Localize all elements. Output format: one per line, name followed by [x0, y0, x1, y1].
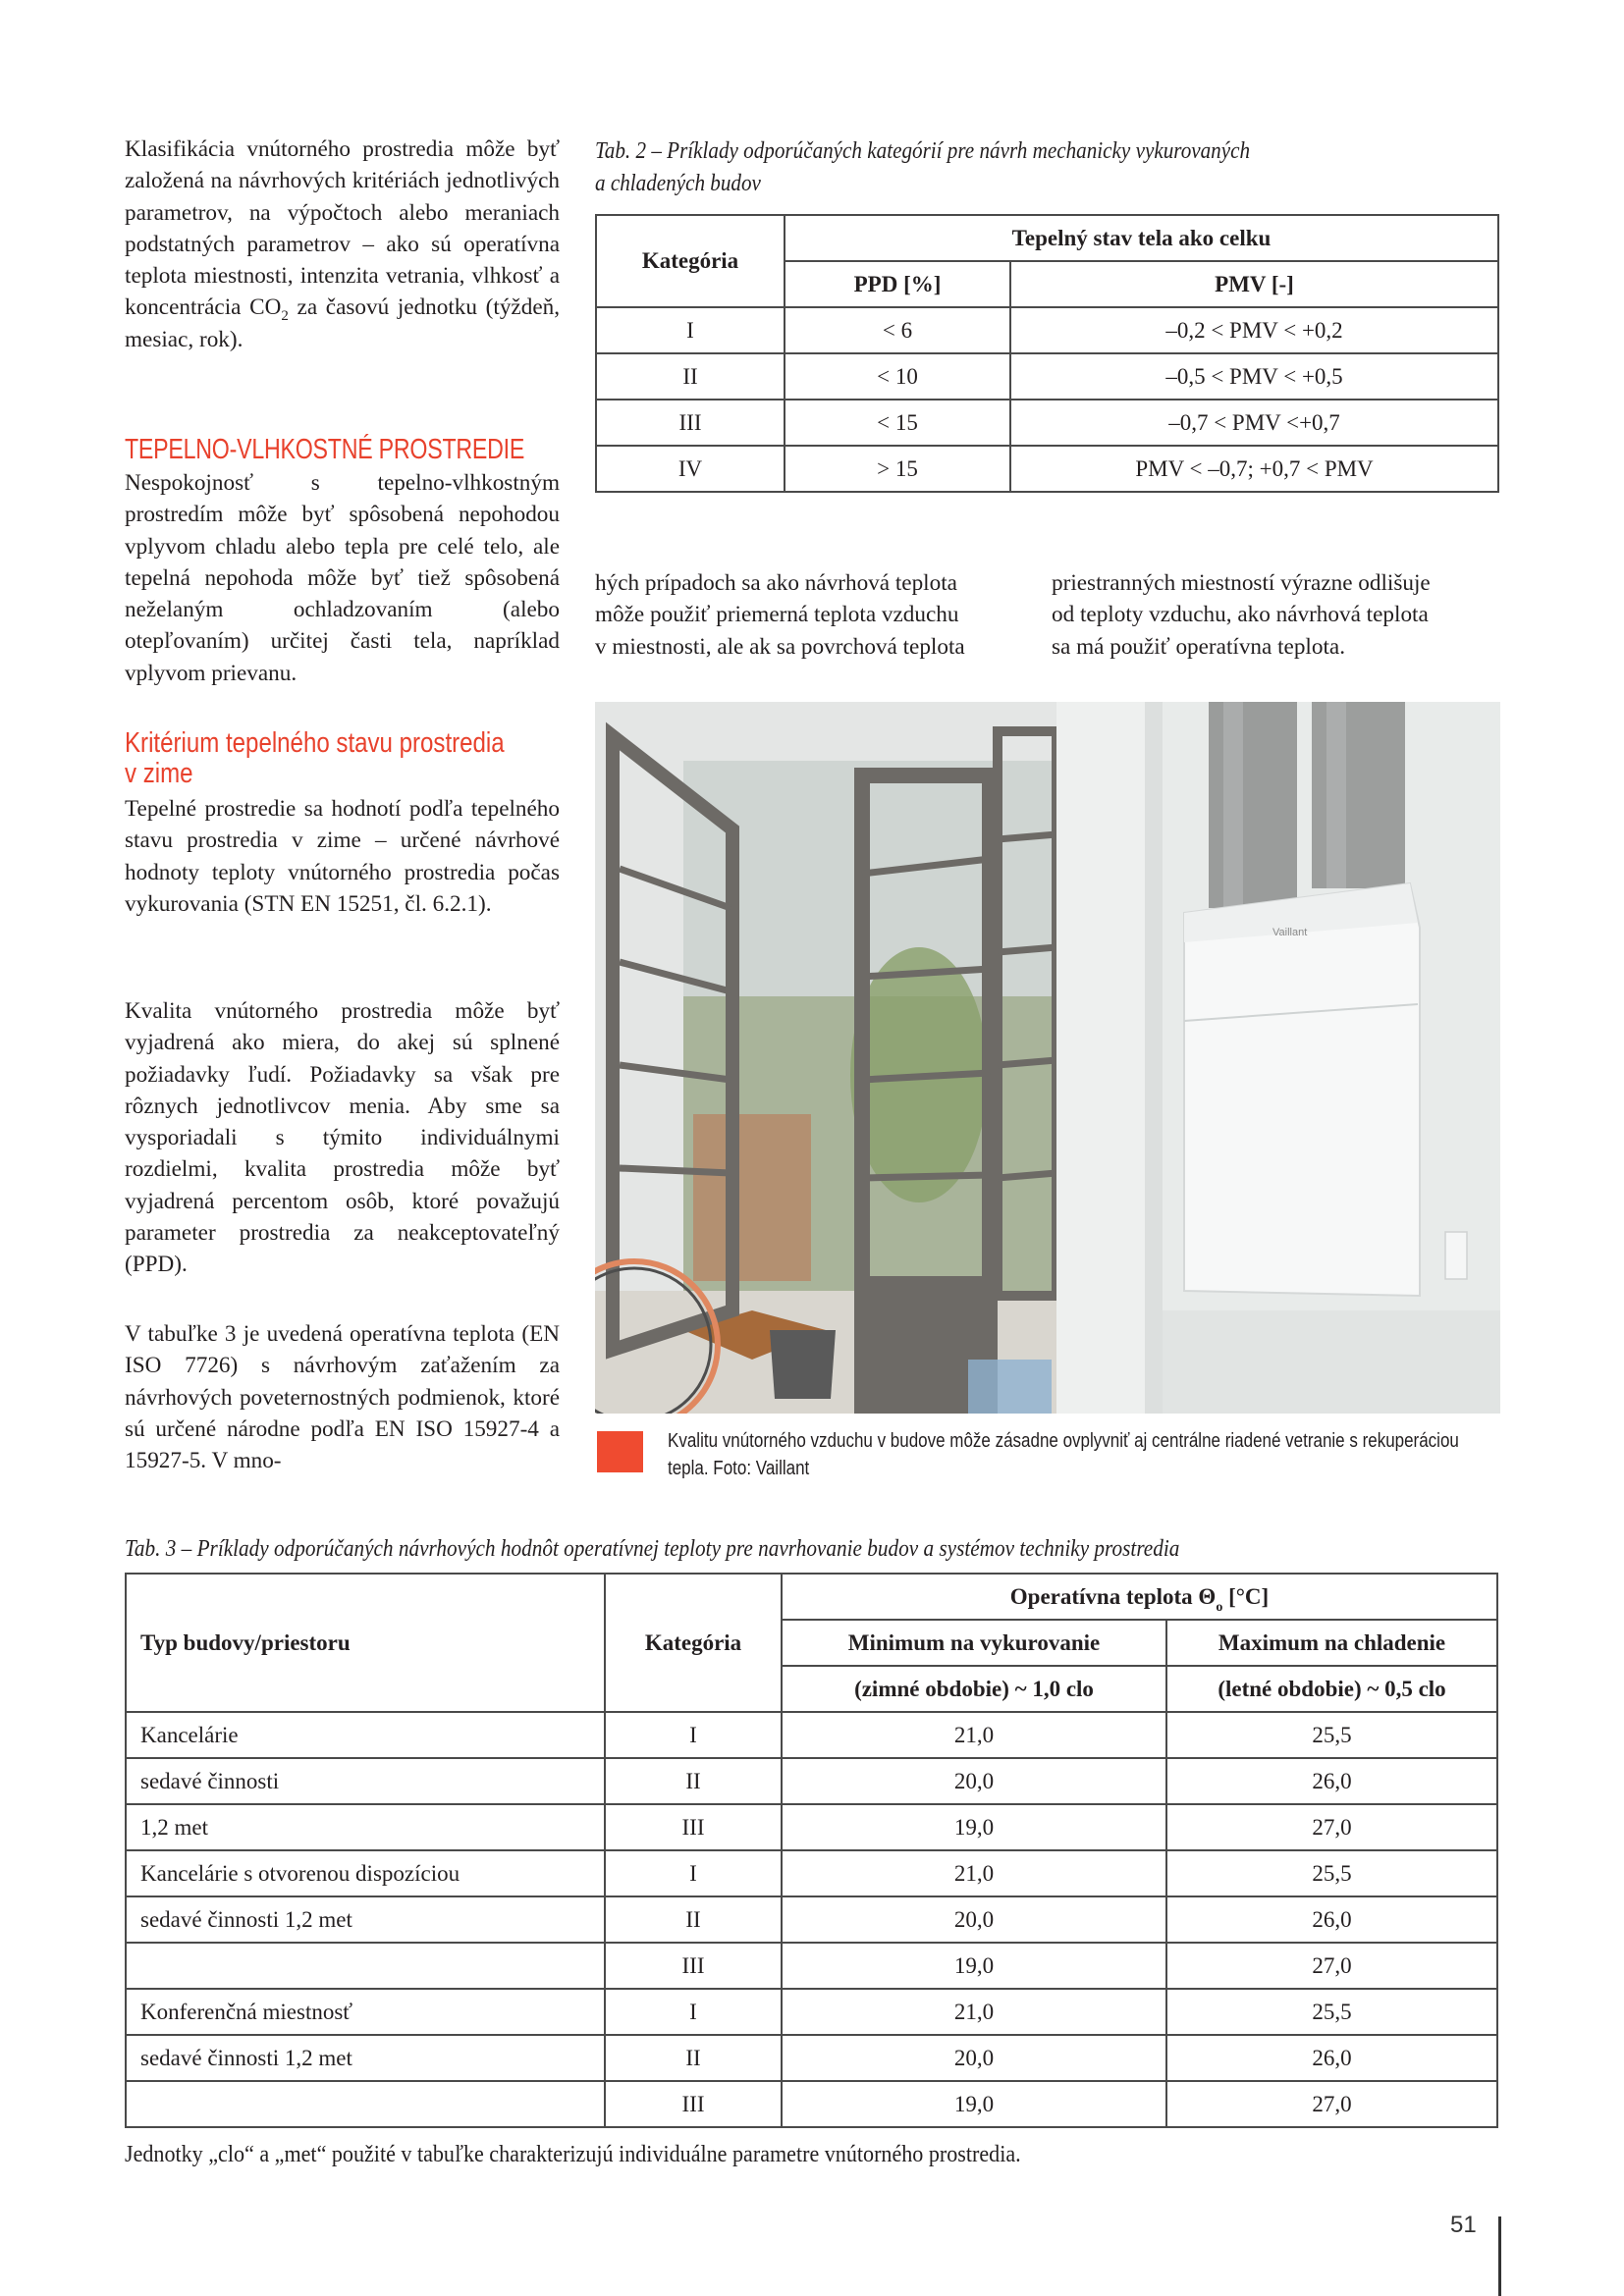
table3-header-max: Maximum na chladenie	[1166, 1620, 1497, 1666]
continuation-column-2	[1052, 567, 1431, 663]
min-heating-cell: 20,0	[782, 2035, 1166, 2081]
category-cell: II	[596, 353, 785, 400]
table3-caption: Tab. 3 – Príklady odporúčaných návrhových hodnôt operatívnej teploty pre navrhovanie budov a systémov techniky prostredia	[125, 1536, 1180, 1562]
table3-operative-temperature	[125, 1573, 1498, 2128]
building-type-cell: Kancelárie s otvorenou dispozíciou	[126, 1850, 605, 1896]
max-cooling-cell: 25,5	[1166, 1989, 1497, 2035]
table3-footnote: Jednotky „clo“ a „met“ použité v tabuľke charakterizujú individuálne parametre vnútorného prostredia.	[125, 2142, 1021, 2167]
pmv-cell: PMV < –0,7; +0,7 < PMV	[1010, 446, 1498, 492]
category-cell: I	[596, 307, 785, 353]
category-cell: II	[605, 1896, 782, 1943]
building-type-cell: Konferenčná miestnosť	[126, 1989, 605, 2035]
category-cell: IV	[596, 446, 785, 492]
table3-header-min-clo: (zimné obdobie) ~ 1,0 clo	[782, 1666, 1166, 1712]
ppd-cell: < 6	[785, 307, 1010, 353]
table-row	[596, 446, 1498, 492]
min-heating-cell: 20,0	[782, 1896, 1166, 1943]
table-row	[126, 1712, 1497, 1758]
table-row	[126, 1943, 1497, 1989]
table2-header-ppd: PPD [%]	[785, 261, 1010, 307]
pmv-cell: –0,5 < PMV < +0,5	[1010, 353, 1498, 400]
table3-header-max-clo: (letné obdobie) ~ 0,5 clo	[1166, 1666, 1497, 1712]
table3-header-group	[782, 1574, 1497, 1620]
building-type-cell: 1,2 met	[126, 1804, 605, 1850]
category-cell: III	[605, 1804, 782, 1850]
max-cooling-cell: 26,0	[1166, 2035, 1497, 2081]
building-type-cell: Kancelárie	[126, 1712, 605, 1758]
text-line: priestranných miestností výrazne odlišuje	[1052, 570, 1431, 596]
text-line: sa má použiť operatívna teplota.	[1052, 633, 1346, 660]
table3-reference-paragraph: V tabuľke 3 je uvedená operatívna teplota (EN ISO 7726) s návrhovým zaťažením za návrhových poveternostných podmienok, ktoré sú určené národne podľa EN ISO 15927-4 a 15927-5. V mno-	[125, 1321, 560, 1474]
table2-categories	[595, 214, 1499, 493]
table-row	[126, 1804, 1497, 1850]
table2-caption-line-2: a chladených budov	[595, 171, 761, 196]
min-heating-cell: 19,0	[782, 1943, 1166, 1989]
table2-caption-line-1: Tab. 2 – Príklady odporúčaných kategórií pre návrh mechanicky vykurovaných	[595, 138, 1251, 164]
max-cooling-cell: 27,0	[1166, 2081, 1497, 2127]
table3-header-type: Typ budovy/priestoru	[126, 1574, 605, 1712]
table2-header-category: Kategória	[596, 215, 785, 307]
max-cooling-cell: 27,0	[1166, 1804, 1497, 1850]
text-line: v miestnosti, ale ak sa povrchová teplota	[595, 633, 965, 660]
ventilation-unit-photo	[595, 702, 1500, 1414]
vaillant-logo: Vaillant	[1272, 927, 1308, 938]
ppd-cell: < 15	[785, 400, 1010, 446]
photo-caption-line-1: Kvalitu vnútorného vzduchu v budove môže zásadne ovplyvniť aj centrálne riadené vetranie s rekuperáciou	[668, 1430, 1459, 1452]
min-heating-cell: 21,0	[782, 1850, 1166, 1896]
photo-caption	[668, 1427, 1459, 1482]
category-cell: I	[605, 1850, 782, 1896]
category-cell: III	[605, 1943, 782, 1989]
building-type-cell: sedavé činnosti 1,2 met	[126, 1896, 605, 1943]
table3-header-min: Minimum na vykurovanie	[782, 1620, 1166, 1666]
table-row	[126, 1989, 1497, 2035]
continuation-column-1	[595, 567, 965, 663]
category-cell: I	[605, 1712, 782, 1758]
table2-header-pmv: PMV [-]	[1010, 261, 1498, 307]
intro-text: Klasifikácia vnútorného prostredia môže byť založená na návrhových kritériách jednotlivých parametrov, na výpočtoch alebo meraniach podstatných parametrov – ako sú operatívna teplota miestnosti, intenzita vetrania, vlhkosť a koncentrácia CO	[125, 136, 560, 321]
category-cell: I	[605, 1989, 782, 2035]
ppd-cell: < 10	[785, 353, 1010, 400]
heading-line-1: Kritérium tepelného stavu prostredia	[125, 727, 505, 759]
intro-paragraph	[125, 133, 560, 355]
table2-header-row	[596, 215, 1498, 261]
photo-caption-line-2: tepla. Foto: Vaillant	[668, 1458, 810, 1479]
table-row	[596, 353, 1498, 400]
heading-line-2: v zime	[125, 758, 193, 789]
table3-body	[126, 1712, 1497, 2127]
building-type-cell: sedavé činnosti	[126, 1758, 605, 1804]
category-cell: III	[596, 400, 785, 446]
table-row	[126, 1896, 1497, 1943]
table2-caption	[595, 135, 1339, 200]
min-heating-cell: 20,0	[782, 1758, 1166, 1804]
max-cooling-cell: 25,5	[1166, 1850, 1497, 1896]
table2-header-group: Tepelný stav tela ako celku	[785, 215, 1498, 261]
table3-header-category: Kategória	[605, 1574, 782, 1712]
text-line: od teploty vzduchu, ako návrhová teplota	[1052, 602, 1429, 628]
intro-text-end: za časovú jednotku (týždeň, mesiac, rok).	[125, 294, 560, 352]
text-line: hých prípadoch sa ako návrhová teplota	[595, 570, 957, 596]
max-cooling-cell: 26,0	[1166, 1758, 1497, 1804]
ppd-cell: > 15	[785, 446, 1010, 492]
brick-pillar	[1056, 702, 1160, 1414]
max-cooling-cell: 26,0	[1166, 1896, 1497, 1943]
text-line: môže použiť priemerná teplota vzduchu	[595, 602, 959, 628]
table-row	[126, 2035, 1497, 2081]
min-heating-cell: 21,0	[782, 1712, 1166, 1758]
min-heating-cell: 21,0	[782, 1989, 1166, 2035]
building-type-cell	[126, 1943, 605, 1989]
header-group-label: Operatívna teplota Θ	[1009, 1583, 1217, 1609]
plant-pot	[770, 1330, 836, 1399]
pmv-cell: –0,7 < PMV <+0,7	[1010, 400, 1498, 446]
ventilation-unit	[1184, 883, 1420, 1296]
table-row	[126, 1850, 1497, 1896]
co2-subscript: 2	[281, 308, 289, 325]
header-group-unit: [°C]	[1222, 1583, 1270, 1609]
section-heading-winter-criterion	[125, 728, 582, 789]
bottle-rack	[968, 1360, 1052, 1414]
table-row	[126, 1758, 1497, 1804]
winter-criterion-paragraph: Tepelné prostredie sa hodnotí podľa tepelného stavu prostredia v zime – určené návrhové hodnoty teploty vnútorného prostredia počas vykurovania (STN EN 15251, čl. 6.2.1).	[125, 796, 560, 917]
category-cell: III	[605, 2081, 782, 2127]
category-cell: II	[605, 1758, 782, 1804]
min-heating-cell: 19,0	[782, 2081, 1166, 2127]
table-row	[596, 400, 1498, 446]
duct-left	[1209, 702, 1297, 908]
page-number-rule	[1498, 2216, 1501, 2296]
duct-right	[1312, 702, 1405, 888]
max-cooling-cell: 27,0	[1166, 1943, 1497, 1989]
table-row	[596, 307, 1498, 353]
max-cooling-cell: 25,5	[1166, 1712, 1497, 1758]
light-switch	[1445, 1232, 1467, 1279]
caption-marker-square	[597, 1431, 643, 1472]
dissatisfaction-paragraph: Nespokojnosť s tepelno-vlhkostným prostredím môže byť spôsobená nepohodou vplyvom chladu alebo tepla pre celé telo, ale tepelná nepohoda môže byť tiež spôsobená neželaným ochladzovaním (alebo otepľovaním) určitej časti tela, napríklad vplyvom prievanu.	[125, 470, 560, 686]
building-type-cell	[126, 2081, 605, 2127]
pmv-cell: –0,2 < PMV < +0,2	[1010, 307, 1498, 353]
category-cell: II	[605, 2035, 782, 2081]
min-heating-cell: 19,0	[782, 1804, 1166, 1850]
building-type-cell: sedavé činnosti 1,2 met	[126, 2035, 605, 2081]
theta-subscript: o	[1216, 1599, 1223, 1615]
quality-paragraph: Kvalita vnútorného prostredia môže byť vyjadrená ako miera, do akej sú splnené požiadavky ľudí. Požiadavky sa však pre rôznych jednotlivcov menia. Aby sme sa vysporiadali s týmito individuálnymi rozdielmi, kvalita prostredia môže byť vyjadrená percentom osôb, ktoré považujú parameter prostredia za neakceptovateľný (PPD).	[125, 998, 560, 1278]
table-row	[126, 2081, 1497, 2127]
section-heading-thermal-humidity: TEPELNO-VLHKOSTNÉ PROSTREDIE	[125, 434, 525, 465]
page-number: 51	[1450, 2212, 1477, 2238]
table3-header-row	[126, 1574, 1497, 1620]
photo-illustration	[595, 702, 1500, 1414]
